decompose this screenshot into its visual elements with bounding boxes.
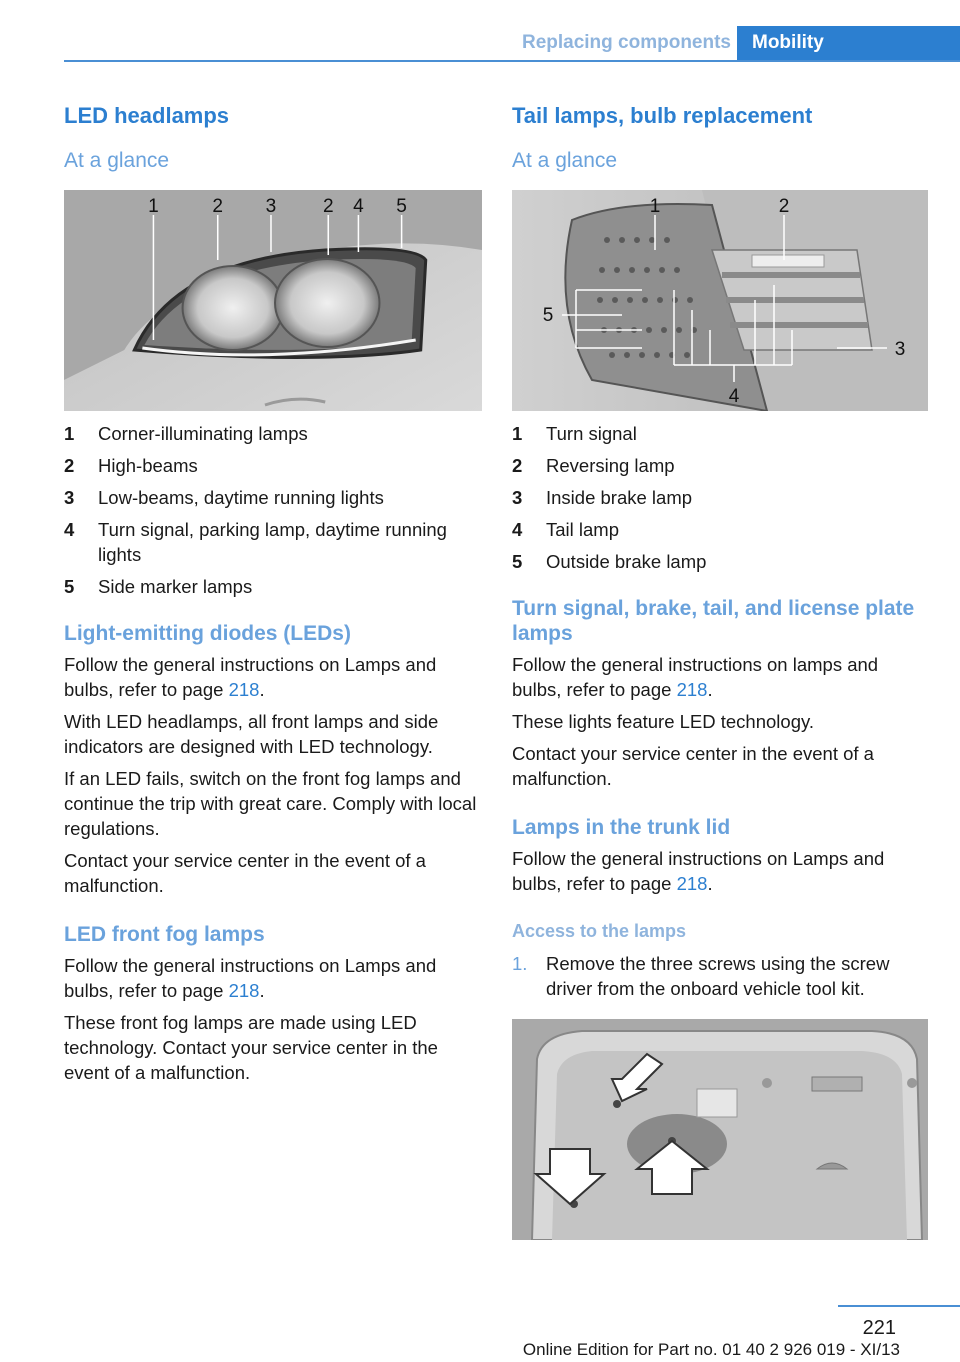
led-section-heading: Light-emitting diodes (LEDs) xyxy=(64,622,351,645)
fog-paragraph-1: Follow the general instructions on Lamps and bulbs, refer to page 218. xyxy=(64,955,437,1001)
list-item: 1. Remove the three screws using the screw driver from the onboard vehicle tool kit. xyxy=(512,953,890,999)
access-steps xyxy=(512,951,928,1001)
header-chapter-tab[interactable]: Mobility xyxy=(737,26,960,60)
list-item: 4 Tail lamp xyxy=(512,519,619,540)
turn-signal-section-heading: Turn signal, brake, tail, and license plate lamps xyxy=(512,597,915,645)
led-paragraph-3: If an LED fails, switch on the front fog lamps and continue the trip with great care. Comply with local regulations. xyxy=(64,768,477,839)
headlamp-callout-2: 2 xyxy=(212,196,224,217)
fog-section-heading: LED front fog lamps xyxy=(64,923,265,946)
list-item: 1 Turn signal xyxy=(512,423,637,444)
headlamp-figure xyxy=(64,190,482,411)
led-paragraph-1: Follow the general instructions on Lamps and bulbs, refer to page 218. xyxy=(64,654,437,700)
trunk-lid-figure xyxy=(512,1019,928,1240)
trunk-lid-section-heading: Lamps in the trunk lid xyxy=(512,816,731,839)
headlamp-callout-3: 3 xyxy=(265,196,277,217)
right-column xyxy=(512,100,928,1240)
list-item: 3 Low-beams, daytime running lights xyxy=(64,487,384,508)
tail-callout-2: 2 xyxy=(778,196,790,217)
tail-callout-3: 3 xyxy=(894,339,906,360)
list-item: 2 High-beams xyxy=(64,455,198,476)
list-item: 2 Reversing lamp xyxy=(512,455,675,476)
headlamp-callout-5: 5 xyxy=(396,196,407,217)
footer-rule xyxy=(838,1305,960,1307)
turn-paragraph-2: These lights feature LED technology. xyxy=(512,711,814,732)
page-link-218[interactable]: 218 xyxy=(228,679,260,700)
tail-lamp-illustration xyxy=(512,190,928,411)
list-item: 4 Turn signal, parking lamp, daytime running lights xyxy=(64,519,447,565)
headlamp-legend xyxy=(64,421,482,599)
turn-paragraph-3: Contact your service center in the event of a malfunction. xyxy=(512,743,874,789)
tail-lamps-title: Tail lamps, bulb replacement xyxy=(512,103,813,128)
page-link-218[interactable]: 218 xyxy=(676,679,708,700)
led-paragraph-4: Contact your service center in the event of a malfunction. xyxy=(64,850,426,896)
tail-callout-4: 4 xyxy=(728,386,740,407)
list-item: 3 Inside brake lamp xyxy=(512,487,693,508)
tail-callout-1: 1 xyxy=(649,196,661,217)
headlamp-callout-4: 4 xyxy=(353,196,364,217)
tail-lamp-legend xyxy=(512,421,928,574)
trunk-lid-illustration xyxy=(512,1019,928,1240)
led-paragraph-2: With LED headlamps, all front lamps and side indicators are designed with LED technology. xyxy=(64,711,439,757)
list-item: 1 Corner-illuminating lamps xyxy=(64,423,308,444)
header-rule xyxy=(64,60,960,62)
right-at-a-glance-heading: At a glance xyxy=(512,149,618,172)
header-section-title: Replacing components xyxy=(521,32,731,53)
edition-footer: Online Edition for Part no. 01 40 2 926 019 - XI/13 xyxy=(522,1340,900,1359)
headlamp-illustration xyxy=(64,190,482,411)
page-link-218[interactable]: 218 xyxy=(676,873,708,894)
trunk-paragraph-1: Follow the general instructions on Lamps and bulbs, refer to page 218. xyxy=(512,848,885,894)
headlamp-callout-1: 1 xyxy=(148,196,159,217)
fog-paragraph-2: These front fog lamps are made using LED technology. Contact your service center in the event of a malfunction. xyxy=(64,1012,438,1083)
left-column xyxy=(64,100,482,1085)
tail-callout-5: 5 xyxy=(542,305,554,326)
list-item: 5 Outside brake lamp xyxy=(512,551,707,572)
headlamp-callout-2b: 2 xyxy=(322,196,334,217)
list-item: 5 Side marker lamps xyxy=(64,576,253,597)
access-lamps-heading: Access to the lamps xyxy=(512,921,687,941)
turn-paragraph-1: Follow the general instructions on lamps and bulbs, refer to page 218. xyxy=(512,654,879,700)
tail-lamp-figure xyxy=(512,190,928,411)
left-at-a-glance-heading: At a glance xyxy=(64,149,170,172)
page-link-218[interactable]: 218 xyxy=(228,980,260,1001)
page-number: 221 xyxy=(862,1317,896,1339)
led-headlamps-title: LED headlamps xyxy=(64,103,230,128)
